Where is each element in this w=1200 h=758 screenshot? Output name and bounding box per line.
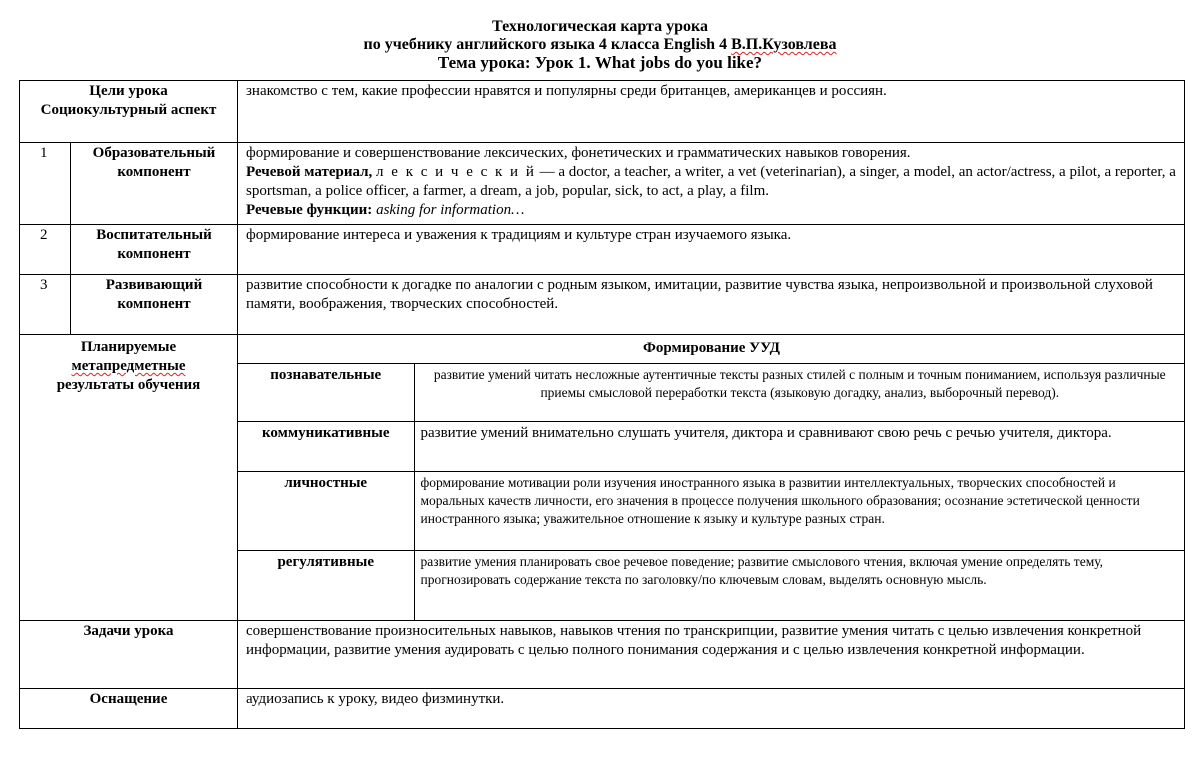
component-number: 1 [20,143,71,225]
tasks-row [20,621,1185,689]
document-title [0,18,1200,72]
component-number: 2 [20,225,71,275]
goals-label [20,81,238,143]
component-label: Образовательный компонент [71,143,238,225]
component-text: развитие способности к догадке по аналогии с родным языком, имитации, развитие чувства языка, непроизвольной и произвольной слуховой памяти, воображения, творческих способностей. [238,275,1185,335]
equipment-row [20,689,1185,729]
goals-label-line1: Цели урока [89,83,168,99]
results-label-line1: Планируемые [80,339,177,355]
title-line-2 [0,36,1200,54]
goals-row [20,81,1185,143]
component-text: формирование интереса и уважения к традициям и культуре стран изучаемого языка. [238,225,1185,275]
goals-label-line2: Социокультурный аспект [40,102,217,118]
equipment-label: Оснащение [20,689,238,729]
educational-text: формирование и совершенствование лексических, фонетических и грамматических навыков говорения. [246,145,911,161]
uud-text: формирование мотивации роли изучения иностранного языка в развитии интеллектуальных, творческих способностей и моральных качеств личности, его значения в процессе получения школьного образования; осознание эстетической ценности иностранного языка; уважительное отношение к языку и культуре разных стран. [414,471,1185,550]
component-number: 3 [20,275,71,335]
results-row [20,335,1185,621]
uud-title-row [238,335,1185,363]
goals-text: знакомство с тем, какие профессии нравятся и популярны среди британцев, американцев и россиян. [238,81,1185,143]
lesson-card-table [19,80,1185,729]
component-text [238,143,1185,225]
uud-label: регулятивные [238,550,414,620]
uud-table [238,335,1185,620]
lesson-topic: Тема урока: Урок 1. What jobs do you like? [437,53,763,72]
title-author: В.П.Кузовлева [731,36,837,53]
uud-row [238,363,1185,421]
uud-row [238,550,1185,620]
results-label-line2: метапредметные [71,358,186,374]
uud-label: личностные [238,471,414,550]
equipment-text: аудиозапись к уроку, видео физминутки. [238,689,1185,729]
uud-cell [238,335,1185,621]
lexical-label: л е к с и ч е с к и й [376,164,536,180]
component-row-3 [20,275,1185,335]
component-label: Воспитательный компонент [71,225,238,275]
uud-label: коммуникативные [238,421,414,471]
results-label-line3: результаты обучения [56,377,201,393]
title-textbook: по учебнику английского языка 4 класса English 4 [363,36,732,53]
component-label: Развивающий компонент [71,275,238,335]
title-line-1: Технологическая карта урока [492,18,708,35]
uud-title: Формирование УУД [643,340,780,356]
uud-label: познавательные [238,363,414,421]
uud-text: развитие умения планировать свое речевое поведение; развитие смыслового чтения, включая умение определять тему, прогнозировать содержание текста по заголовку/по ключевым словам, выделять основную мысль. [414,550,1185,620]
tasks-label: Задачи урока [20,621,238,689]
speech-functions-label: Речевые функции: [246,202,373,218]
uud-text: развитие умений читать несложные аутентичные тексты разных стилей с полным и точным пониманием, используя различные приемы смысловой переработки текста (языковую догадку, анализ, выборочный перевод). [414,363,1185,421]
uud-row [238,421,1185,471]
speech-material [246,163,1176,201]
component-row-1 [20,143,1185,225]
speech-functions [246,201,1176,220]
component-row-2 [20,225,1185,275]
speech-material-label: Речевой материал, [246,164,373,180]
tasks-text: совершенствование произносительных навыков, навыков чтения по транскрипции, развитие умения читать с целью извлечения конкретной информации, развитие умения аудировать с целью полного понимания содержания и с целью извлечения конкретной информации. [238,621,1185,689]
uud-row [238,471,1185,550]
results-label [20,335,238,621]
uud-text: развитие умений внимательно слушать учителя, диктора и сравнивают свою речь с речью учителя, диктора. [414,421,1185,471]
lexical-words: — a doctor, a teacher, a writer, a vet (veterinarian), a singer, a model, an actor/actress, a pilot, a reporter, a sportsman, a police officer, a farmer, a dream, a job, popular, sick, to act, a play, a film. [246,164,1176,199]
speech-functions-text: asking for information… [376,202,525,218]
